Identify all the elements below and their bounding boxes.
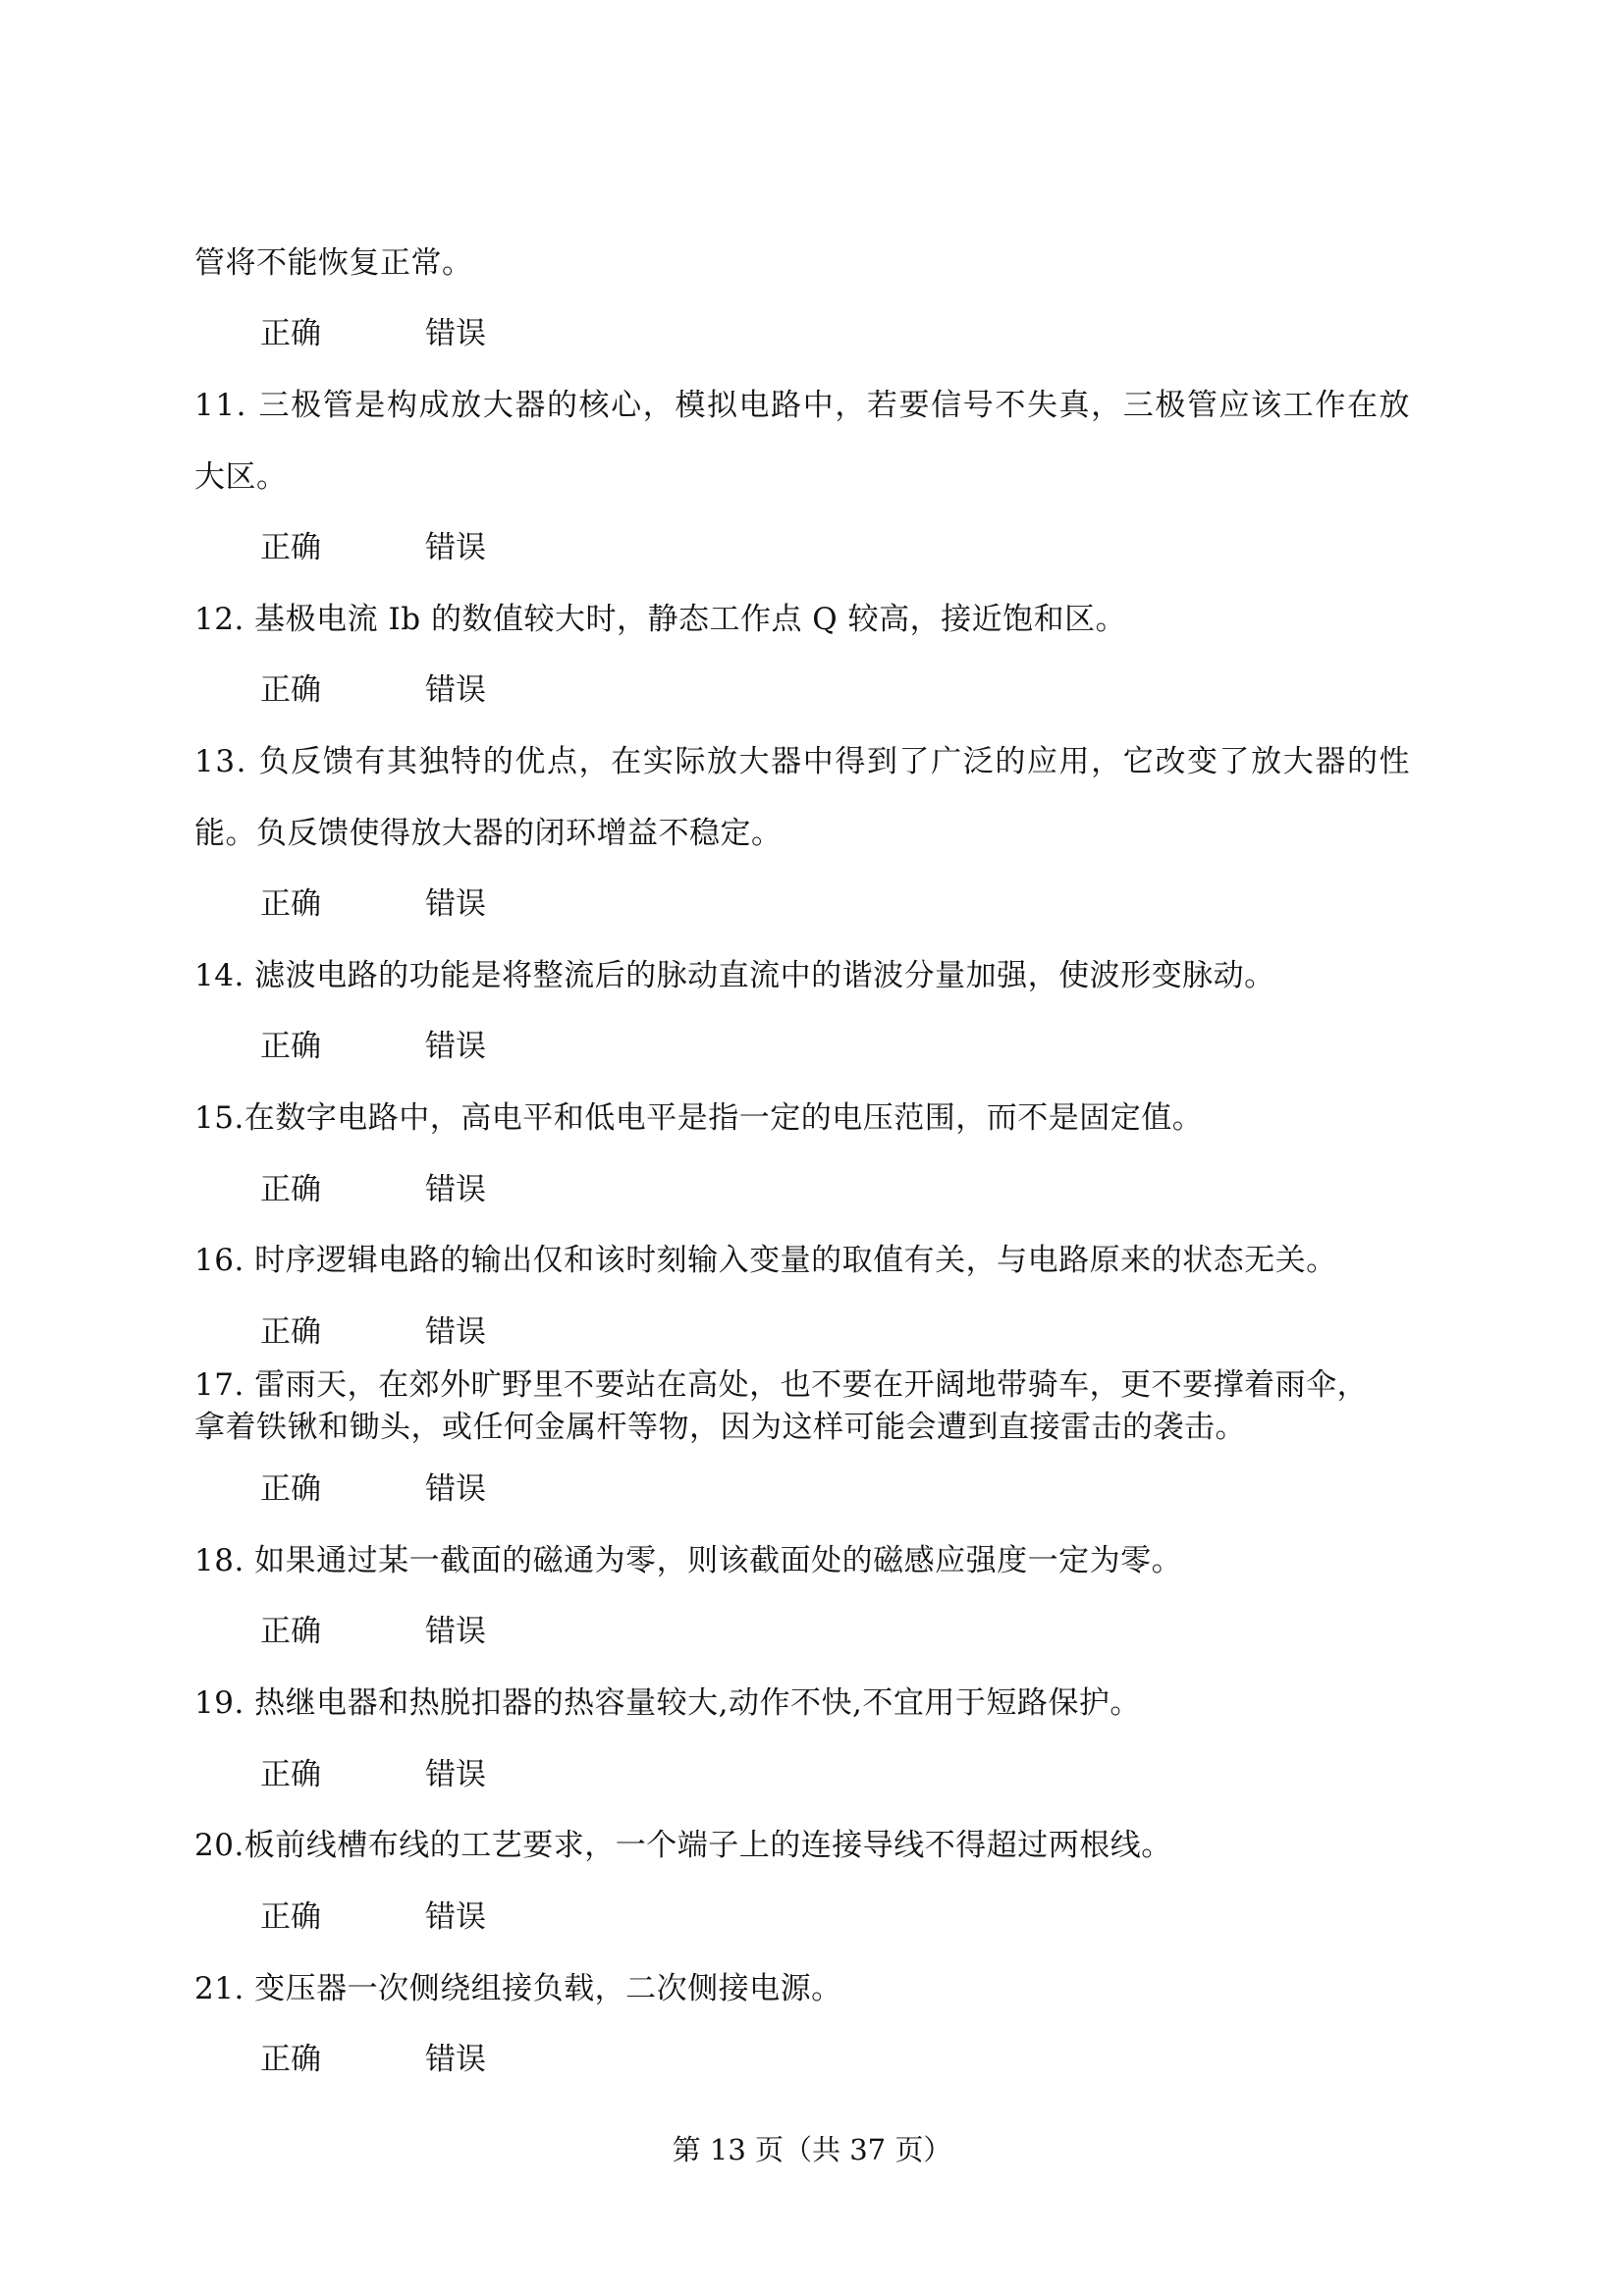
q17-text-line-1: 17. 雷雨天，在郊外旷野里不要站在高处，也不要在开阔地带骑车，更不要撑着雨伞， [194, 1367, 1369, 1403]
q16-option-true[interactable]: 正确 [260, 1314, 321, 1350]
q21-text-line: 21. 变压器一次侧绕组接负载，二次侧接电源。 [194, 1971, 842, 2006]
q20-text-line: 20.板前线槽布线的工艺要求，一个端子上的连接导线不得超过两根线。 [194, 1828, 1172, 1863]
q17-option-true[interactable]: 正确 [260, 1471, 321, 1507]
q11-text-line-2: 大区。 [194, 459, 288, 495]
q14-option-true[interactable]: 正确 [260, 1029, 321, 1064]
q14-text-line: 14. 滤波电路的功能是将整流后的脉动直流中的谐波分量加强，使波形变脉动。 [194, 958, 1275, 993]
q17-option-false[interactable]: 错误 [425, 1471, 486, 1507]
q13-option-true[interactable]: 正确 [260, 886, 321, 922]
q12-option-true[interactable]: 正确 [260, 672, 321, 708]
q19-option-true[interactable]: 正确 [260, 1757, 321, 1792]
q20-option-false[interactable]: 错误 [425, 1899, 486, 1935]
q14-option-false[interactable]: 错误 [425, 1029, 486, 1064]
page-number-footer: 第 13 页（共 37 页） [672, 2133, 952, 2166]
q16-text-line: 16. 时序逻辑电路的输出仅和该时刻输入变量的取值有关，与电路原来的状态无关。 [194, 1243, 1337, 1278]
q12-option-false[interactable]: 错误 [425, 672, 486, 708]
q11-option-false[interactable]: 错误 [425, 530, 486, 565]
q18-text-line: 18. 如果通过某一截面的磁通为零，则该截面处的磁感应强度一定为零。 [194, 1543, 1183, 1578]
q10-text-line: 管将不能恢复正常。 [194, 245, 473, 281]
q11-text-line-1: 11. 三极管是构成放大器的核心，模拟电路中，若要信号不失真，三极管应该工作在放 [194, 388, 1412, 423]
q15-option-false[interactable]: 错误 [425, 1172, 486, 1207]
q15-option-true[interactable]: 正确 [260, 1172, 321, 1207]
q10-option-false[interactable]: 错误 [425, 316, 486, 351]
q20-option-true[interactable]: 正确 [260, 1899, 321, 1935]
q13-text-line-1: 13. 负反馈有其独特的优点，在实际放大器中得到了广泛的应用，它改变了放大器的性 [194, 744, 1412, 779]
q18-option-true[interactable]: 正确 [260, 1614, 321, 1649]
q13-text-line-2: 能。负反馈使得放大器的闭环增益不稳定。 [194, 816, 783, 851]
q17-text-line-2: 拿着铁锹和锄头，或任何金属杆等物，因为这样可能会遭到直接雷击的袭击。 [194, 1410, 1246, 1445]
q19-option-false[interactable]: 错误 [425, 1757, 486, 1792]
q18-option-false[interactable]: 错误 [425, 1614, 486, 1649]
q13-option-false[interactable]: 错误 [425, 886, 486, 922]
q19-text-line: 19. 热继电器和热脱扣器的热容量较大,动作不快,不宜用于短路保护。 [194, 1685, 1141, 1721]
q16-option-false[interactable]: 错误 [425, 1314, 486, 1350]
q10-option-true[interactable]: 正确 [260, 316, 321, 351]
q21-option-false[interactable]: 错误 [425, 2042, 486, 2077]
q11-option-true[interactable]: 正确 [260, 530, 321, 565]
q15-text-line: 15.在数字电路中，高电平和低电平是指一定的电压范围，而不是固定值。 [194, 1100, 1204, 1136]
q21-option-true[interactable]: 正确 [260, 2042, 321, 2077]
q12-text-line: 12. 基极电流 Ib 的数值较大时，静态工作点 Q 较高，接近饱和区。 [194, 602, 1127, 637]
